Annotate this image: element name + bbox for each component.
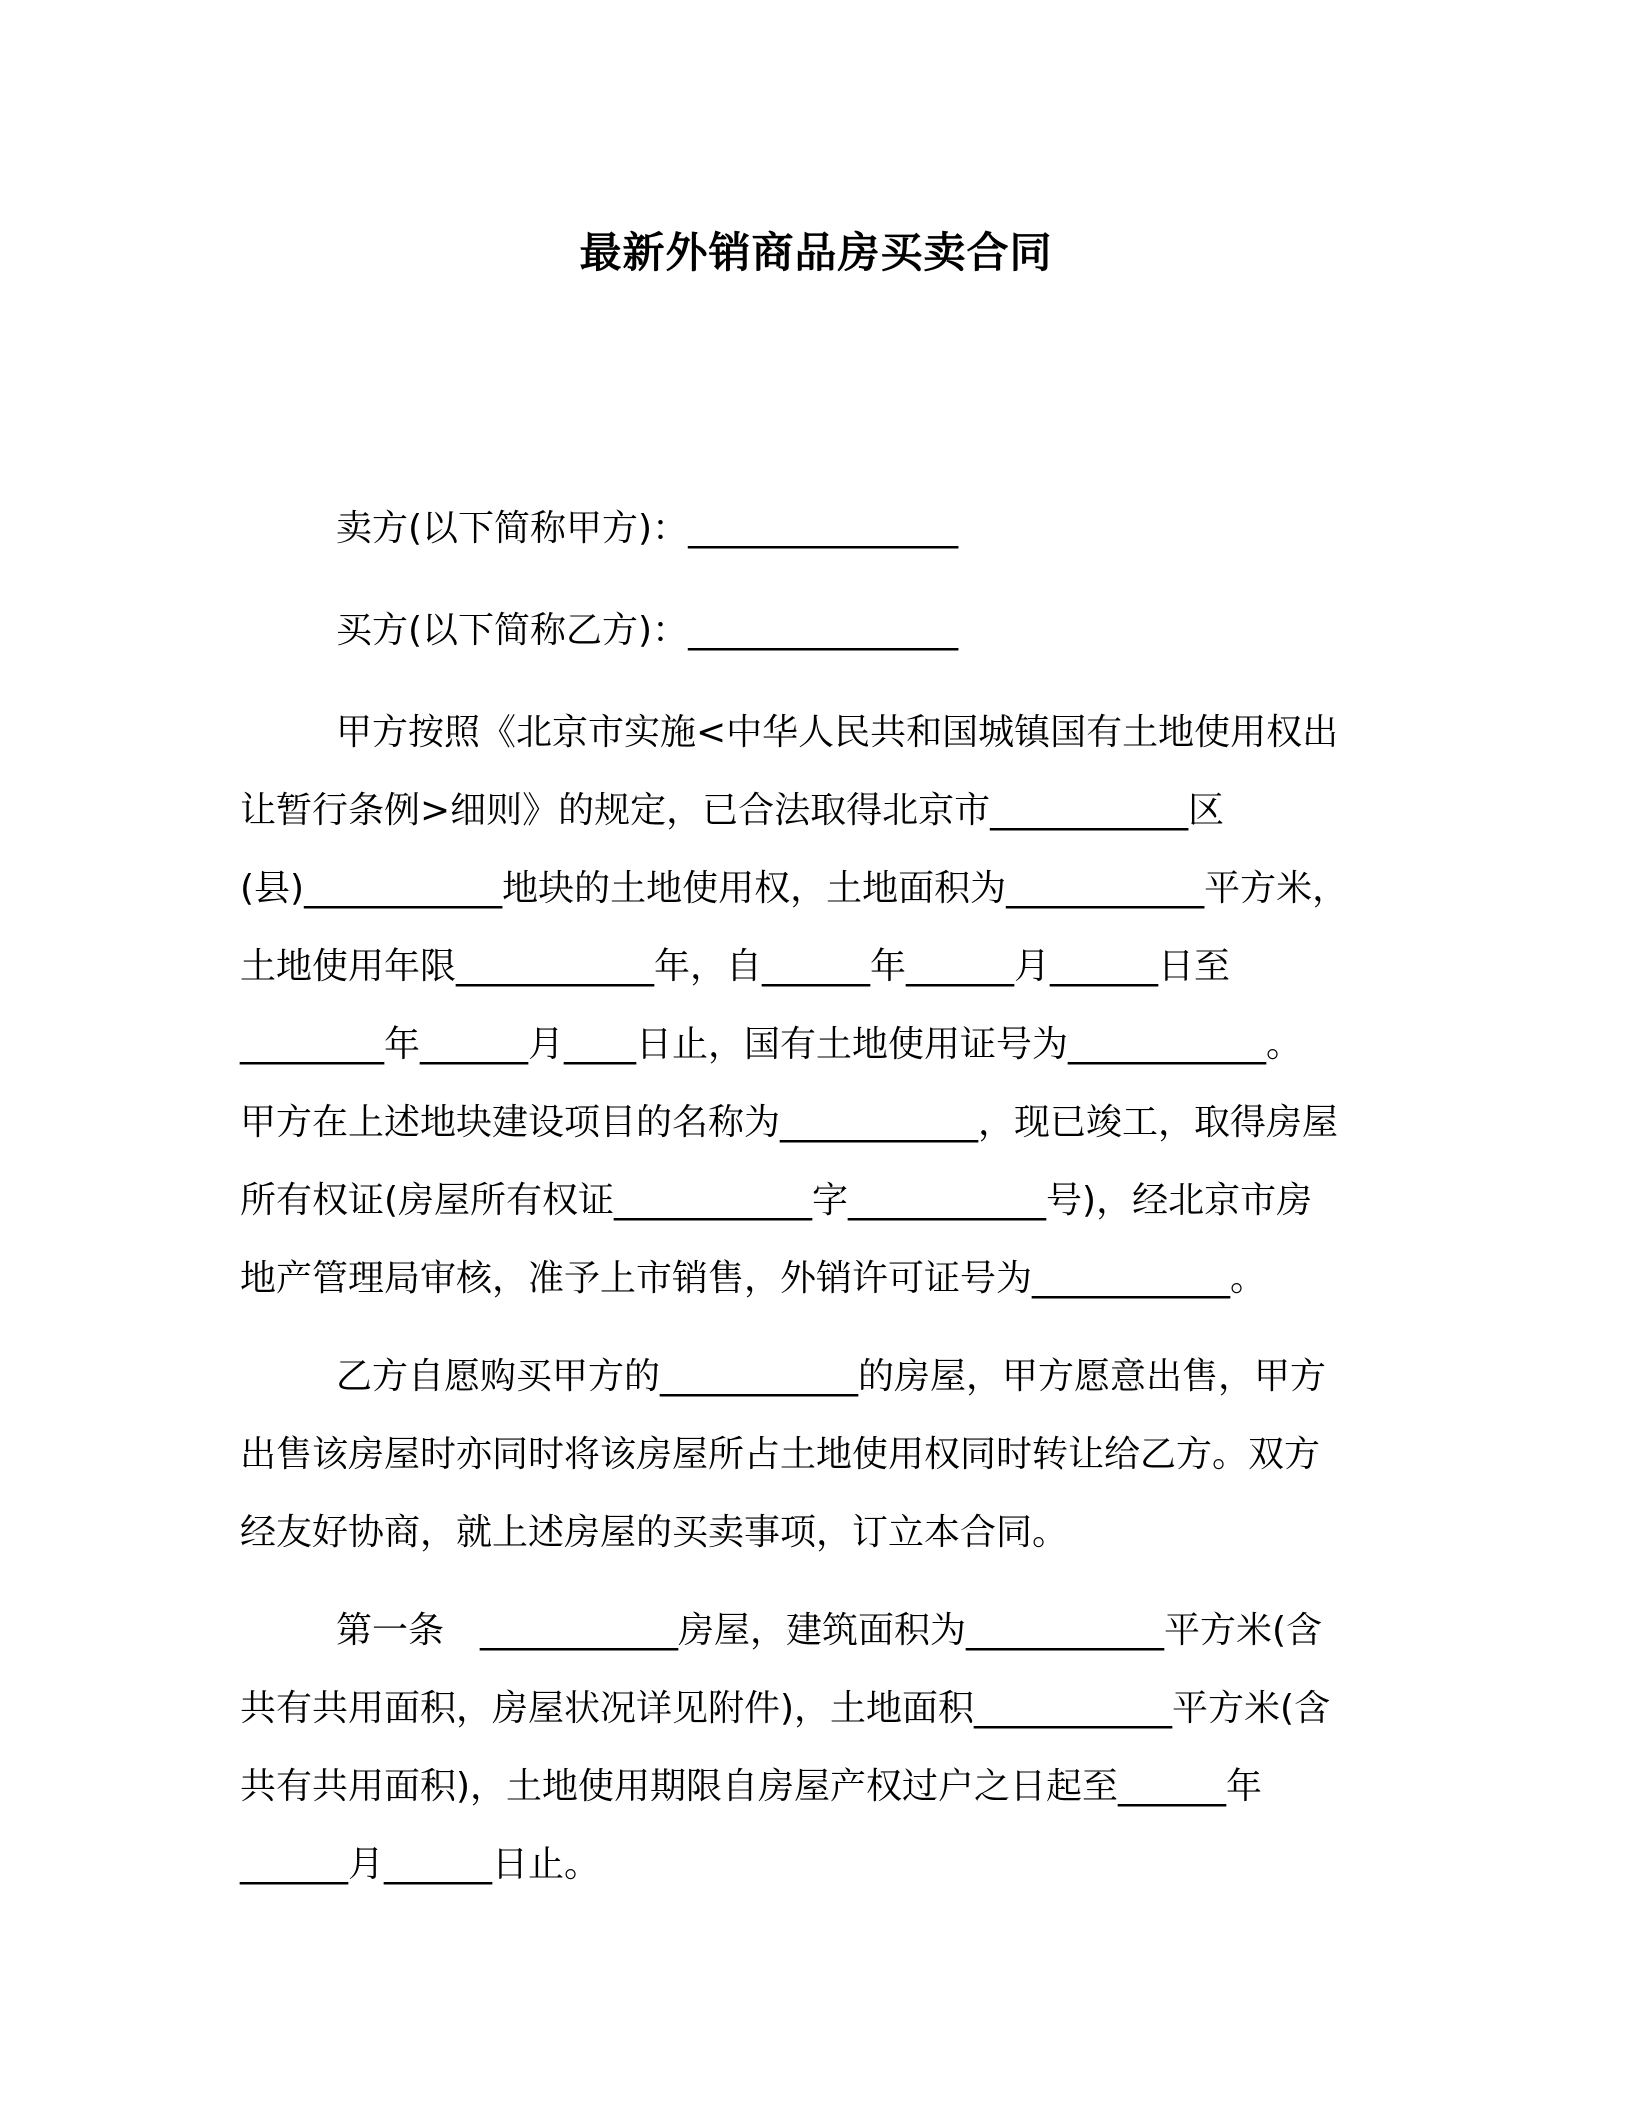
seller-line: 卖方(以下简称甲方)：_______________ (336, 508, 959, 549)
article-one (240, 1592, 1390, 1904)
paragraph-line: 共有共用面积)，土地使用期限自房屋产权过户之日起至______年 (240, 1766, 1263, 1807)
paragraph-line: 让暂行条例>细则》的规定，已合法取得北京市___________区 (240, 790, 1225, 831)
paragraph-line: 地产管理局审核，准予上市销售，外销许可证号为___________。 (240, 1258, 1267, 1299)
paragraph-line: ______月______日止。 (240, 1844, 601, 1885)
paragraph-line: 甲方在上述地块建设项目的名称为___________，现已竣工，取得房屋 (240, 1102, 1339, 1143)
paragraph-land-use (240, 694, 1390, 1318)
paragraph-line: 甲方按照《北京市实施<中华人民共和国城镇国有土地使用权出 (336, 712, 1339, 753)
contract-body (240, 490, 1390, 1904)
buyer-line: 买方(以下简称乙方)：_______________ (336, 610, 959, 651)
paragraph-line: 经友好协商，就上述房屋的买卖事项，订立本合同。 (240, 1512, 1069, 1553)
paragraph-line: 第一条 ___________房屋，建筑面积为___________平方米(含 (336, 1610, 1323, 1651)
paragraph-line: 出售该房屋时亦同时将该房屋所占土地使用权同时转让给乙方。双方 (240, 1434, 1321, 1475)
paragraph-line: (县)___________地块的土地使用权，土地面积为___________平方米， (240, 868, 1349, 909)
paragraph-purchase-intent (240, 1338, 1390, 1572)
paragraph-line: 所有权证(房屋所有权证___________字___________号)，经北京市房 (240, 1180, 1313, 1221)
paragraph-line: 土地使用年限___________年，自______年______月______日至 (240, 946, 1231, 987)
document-title: 最新外销商品房买卖合同 (579, 228, 1053, 277)
paragraph-line: 乙方自愿购买甲方的___________的房屋，甲方愿意出售，甲方 (336, 1356, 1327, 1397)
paragraph-line: 共有共用面积，房屋状况详见附件)，土地面积___________平方米(含 (240, 1688, 1331, 1729)
paragraph-line: ________年______月____日止，国有土地使用证号为___________。 (240, 1024, 1303, 1065)
